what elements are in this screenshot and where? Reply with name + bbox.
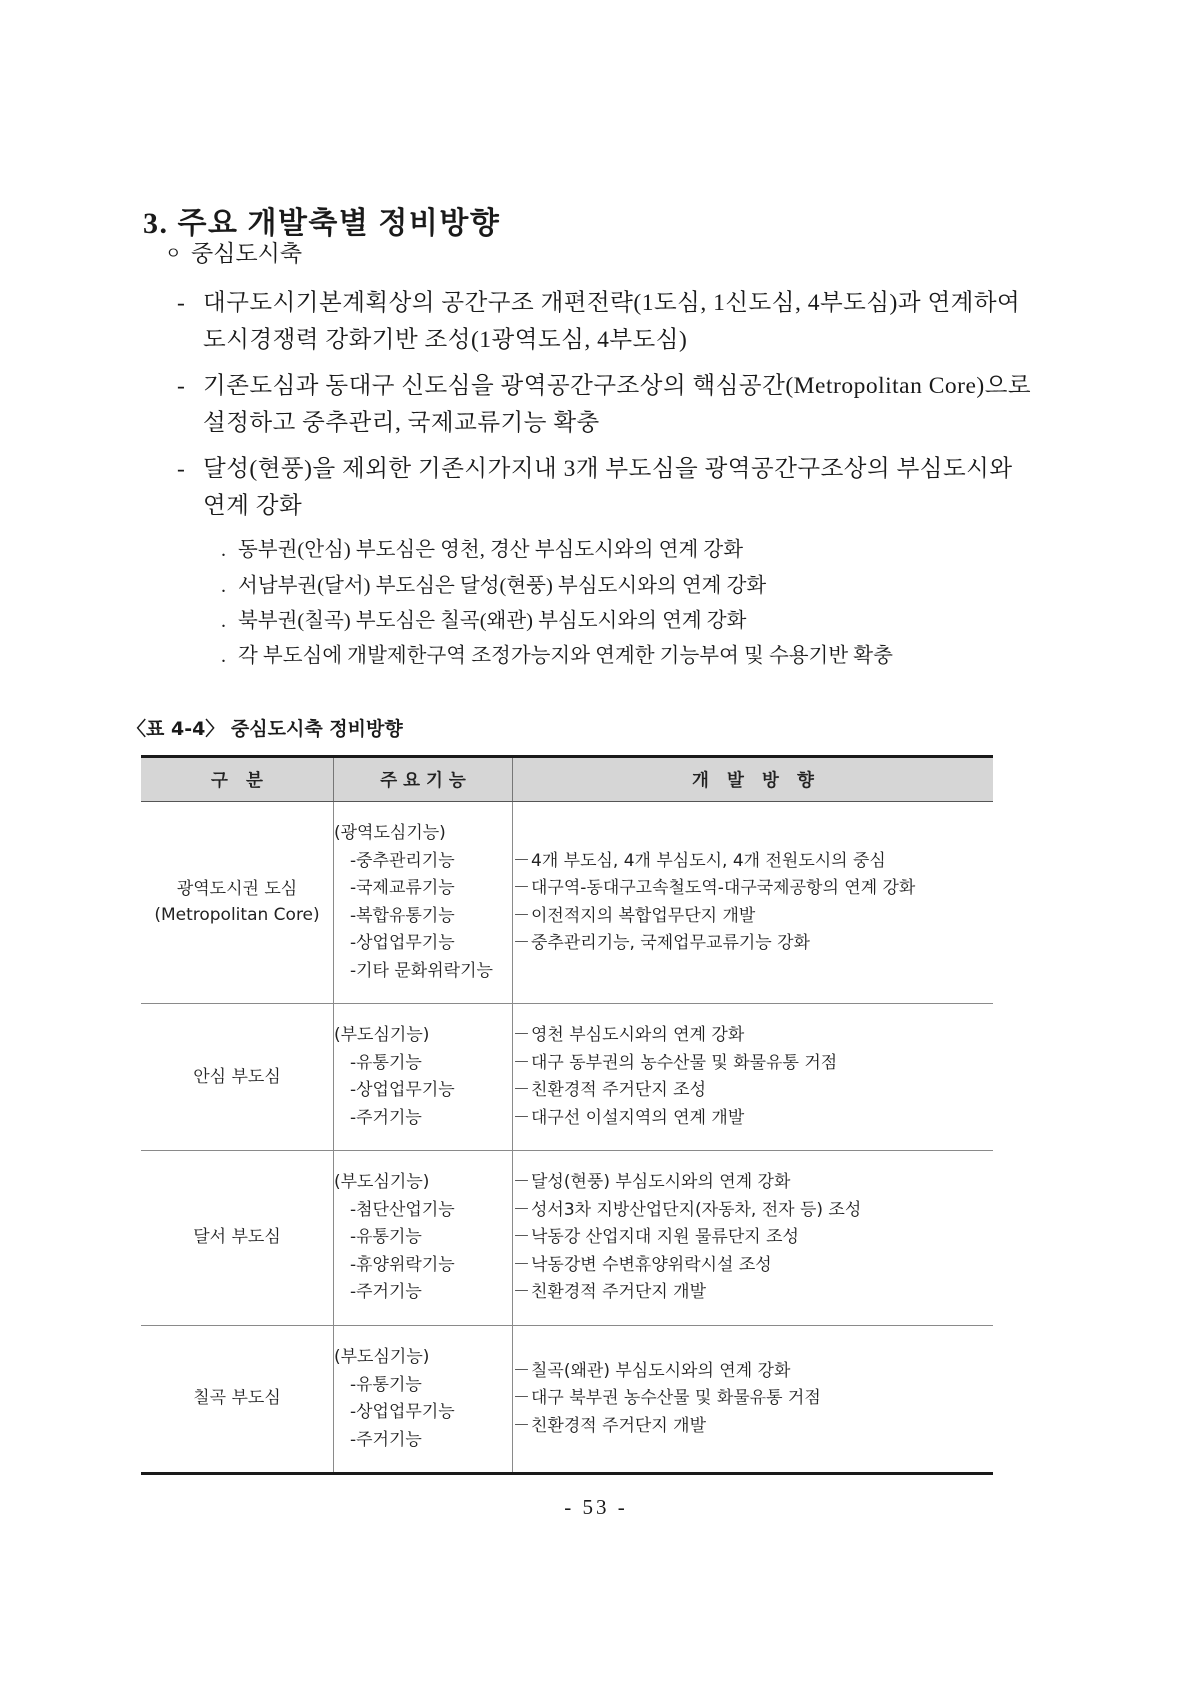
bullet-level3-item (221, 570, 1043, 603)
function-item: -상업업무기능 (350, 1402, 455, 1423)
direction-text: 달성(현풍) 부심도시와의 연계 강화 (531, 1172, 791, 1193)
bullet-line: 달성(현풍)을 제외한 기존시가지내 3개 부도심을 광역공간구조상의 부심도시와 (203, 456, 1013, 483)
dash-marker-icon: － (513, 1388, 530, 1409)
dot-bullet-icon: . (221, 609, 226, 632)
page-title: 3. 주요 개발축별 정비방향 (143, 207, 501, 241)
cell-development-direction (513, 1325, 994, 1473)
function-group-label: (부도심기능) (334, 1346, 430, 1367)
dash-marker-icon: － (513, 1227, 530, 1248)
dash-marker-icon: － (513, 1282, 530, 1303)
dash-marker-icon: － (513, 905, 530, 926)
bullet-level3-item (221, 640, 1043, 673)
function-group-label: (광역도심기능) (334, 823, 446, 843)
bullet-level2-item (177, 285, 1043, 359)
direction-item (513, 903, 993, 931)
direction-text: 대구역-동대구고속철도역-대구국제공항의 연계 강화 (531, 878, 916, 899)
dash-marker-icon: － (513, 1025, 530, 1046)
dot-bullet-icon: . (221, 539, 226, 562)
cell-development-direction (513, 1151, 994, 1326)
dash-marker-icon: － (513, 878, 530, 899)
dash-marker-icon: － (513, 1080, 530, 1101)
direction-text: 중추관리기능, 국제업무교류기능 강화 (531, 933, 810, 954)
dash-bullet-icon: - (177, 372, 185, 399)
cell-division (141, 1004, 334, 1151)
division-name-kr: 달서 부도심 (193, 1227, 281, 1248)
function-item: -중추관리기능 (350, 850, 455, 871)
dash-marker-icon: － (513, 1360, 530, 1381)
circle-bullet-icon: ㅇ (165, 244, 182, 263)
function-item: -국제교류기능 (350, 878, 455, 899)
cell-main-function (334, 1004, 513, 1151)
direction-text: 이전적지의 복합업무단지 개발 (531, 905, 756, 926)
function-item: -상업업무기능 (350, 933, 455, 954)
direction-text: 낙동강 산업지대 지원 물류단지 조성 (531, 1227, 799, 1248)
bullet-level3-item (221, 605, 1043, 638)
bullet-level2-text (203, 285, 1043, 359)
direction-text: 친환경적 주거단지 개발 (531, 1282, 707, 1303)
cell-development-direction (513, 802, 994, 1004)
function-item: -복합유통기능 (350, 905, 455, 926)
direction-item (513, 1050, 993, 1078)
cell-division (141, 1151, 334, 1326)
bullet-line: 연계 강화 (203, 493, 303, 520)
direction-text: 칠곡(왜관) 부심도시와의 연계 강화 (531, 1360, 791, 1381)
cell-development-direction (513, 1004, 994, 1151)
direction-item (513, 1385, 993, 1413)
function-item: -유통기능 (350, 1227, 422, 1248)
division-name-kr: 안심 부도심 (193, 1066, 281, 1087)
direction-item (513, 1022, 993, 1050)
table-row (141, 1151, 993, 1326)
dash-marker-icon: － (513, 850, 530, 871)
table-body (141, 802, 993, 1474)
direction-item (513, 1197, 993, 1225)
dash-marker-icon: － (513, 1254, 530, 1275)
direction-item (513, 1169, 993, 1197)
bullet-level2-item (177, 368, 1043, 442)
direction-text: 4개 부도심, 4개 부심도시, 4개 전원도시의 중심 (531, 850, 886, 871)
table-row (141, 802, 993, 1004)
cell-main-function (334, 1151, 513, 1326)
dash-marker-icon: － (513, 1199, 530, 1220)
table-header (141, 757, 993, 802)
bullet-level2-text (203, 368, 1043, 442)
function-item: -유통기능 (350, 1374, 422, 1395)
outline-body (143, 238, 1043, 675)
division-name-en: (Metropolitan Core) (154, 904, 320, 925)
direction-text: 낙동강변 수변휴양위락시설 조성 (531, 1254, 772, 1275)
function-item: -주거기능 (350, 1107, 422, 1128)
division-name-kr: 칠곡 부도심 (193, 1388, 281, 1409)
bullet-level1-label: 중심도시축 (191, 241, 303, 266)
bullet-level3-label: 동부권(안심) 부도심은 영천, 경산 부심도시와의 연계 강화 (238, 539, 743, 562)
column-header-main-function: 주요기능 (334, 757, 513, 802)
dash-marker-icon: － (513, 1107, 530, 1128)
direction-text: 대구선 이설지역의 연계 개발 (531, 1107, 745, 1128)
development-direction-table (141, 755, 993, 1475)
cell-main-function (334, 802, 513, 1004)
function-item: -상업업무기능 (350, 1080, 455, 1101)
bullet-line: 대구도시기본계획상의 공간구조 개편전략(1도심, 1신도심, 4부도심)과 연계하여 (203, 289, 1021, 316)
dash-bullet-icon: - (177, 289, 185, 316)
function-item: -휴양위락기능 (350, 1254, 455, 1275)
bullet-line: 기존도심과 동대구 신도심을 광역공간구조상의 핵심공간(Metropolitan Core)으로 (203, 372, 1032, 399)
function-item: -주거기능 (350, 1282, 422, 1303)
direction-text: 성서3차 지방산업단지(자동차, 전자 등) 조성 (531, 1199, 862, 1220)
function-item: -유통기능 (350, 1052, 422, 1073)
dot-bullet-icon: . (221, 645, 226, 668)
table-header-row (141, 757, 993, 802)
cell-division (141, 802, 334, 1004)
bullet-level1-item (165, 238, 1043, 271)
bullet-level3-label: 북부권(칠곡) 부도심은 칠곡(왜관) 부심도시와의 연계 강화 (238, 609, 747, 632)
function-item: -첨단산업기능 (350, 1199, 455, 1220)
direction-item (513, 1358, 993, 1386)
bullet-line: 설정하고 중추관리, 국제교류기능 확충 (203, 410, 600, 437)
bullet-line: 도시경쟁력 강화기반 조성(1광역도심, 4부도심) (203, 326, 688, 353)
bullet-level3-label: 서남부권(달서) 부도심은 달성(현풍) 부심도시와의 연계 강화 (238, 574, 767, 597)
direction-item (513, 1224, 993, 1252)
table-container (141, 755, 993, 1475)
page-number: - 53 - (564, 1495, 628, 1519)
function-item: -기타 문화위락기능 (350, 960, 493, 981)
direction-item (513, 1077, 993, 1105)
function-item: -주거기능 (350, 1429, 422, 1450)
direction-item (513, 875, 993, 903)
direction-item (513, 930, 993, 958)
column-header-development-direction: 개 발 방 향 (513, 757, 994, 802)
direction-text: 대구 북부권 농수산물 및 화물유통 거점 (531, 1388, 821, 1409)
cell-main-function (334, 1325, 513, 1473)
cell-division (141, 1325, 334, 1473)
bullet-level3-label: 각 부도심에 개발제한구역 조정가능지와 연계한 기능부여 및 수용기반 확충 (238, 645, 893, 668)
division-name-kr: 광역도시권 도심 (176, 879, 298, 900)
table-row (141, 1325, 993, 1473)
direction-item (513, 848, 993, 876)
direction-text: 대구 동부권의 농수산물 및 화물유통 거점 (531, 1052, 838, 1073)
direction-item (513, 1105, 993, 1133)
direction-item (513, 1279, 993, 1307)
table-row (141, 1004, 993, 1151)
column-header-division: 구 분 (141, 757, 334, 802)
dot-bullet-icon: . (221, 574, 226, 597)
bullet-level2-item (177, 451, 1043, 525)
direction-item (513, 1413, 993, 1441)
bullet-level2-text (203, 451, 1043, 525)
dash-marker-icon: － (513, 1415, 530, 1436)
function-group-label: (부도심기능) (334, 1172, 430, 1193)
function-group-label: (부도심기능) (334, 1025, 430, 1046)
dash-marker-icon: － (513, 1172, 530, 1193)
direction-item (513, 1252, 993, 1280)
table-caption: 〈표 4-4〉 중심도시축 정비방향 (127, 718, 403, 740)
dash-bullet-icon: - (177, 456, 185, 483)
direction-text: 영천 부심도시와의 연계 강화 (531, 1025, 745, 1046)
direction-text: 친환경적 주거단지 조성 (531, 1080, 707, 1101)
dash-marker-icon: － (513, 1052, 530, 1073)
direction-text: 친환경적 주거단지 개발 (531, 1415, 707, 1436)
bullet-level3-item (221, 534, 1043, 567)
dash-marker-icon: － (513, 933, 530, 954)
